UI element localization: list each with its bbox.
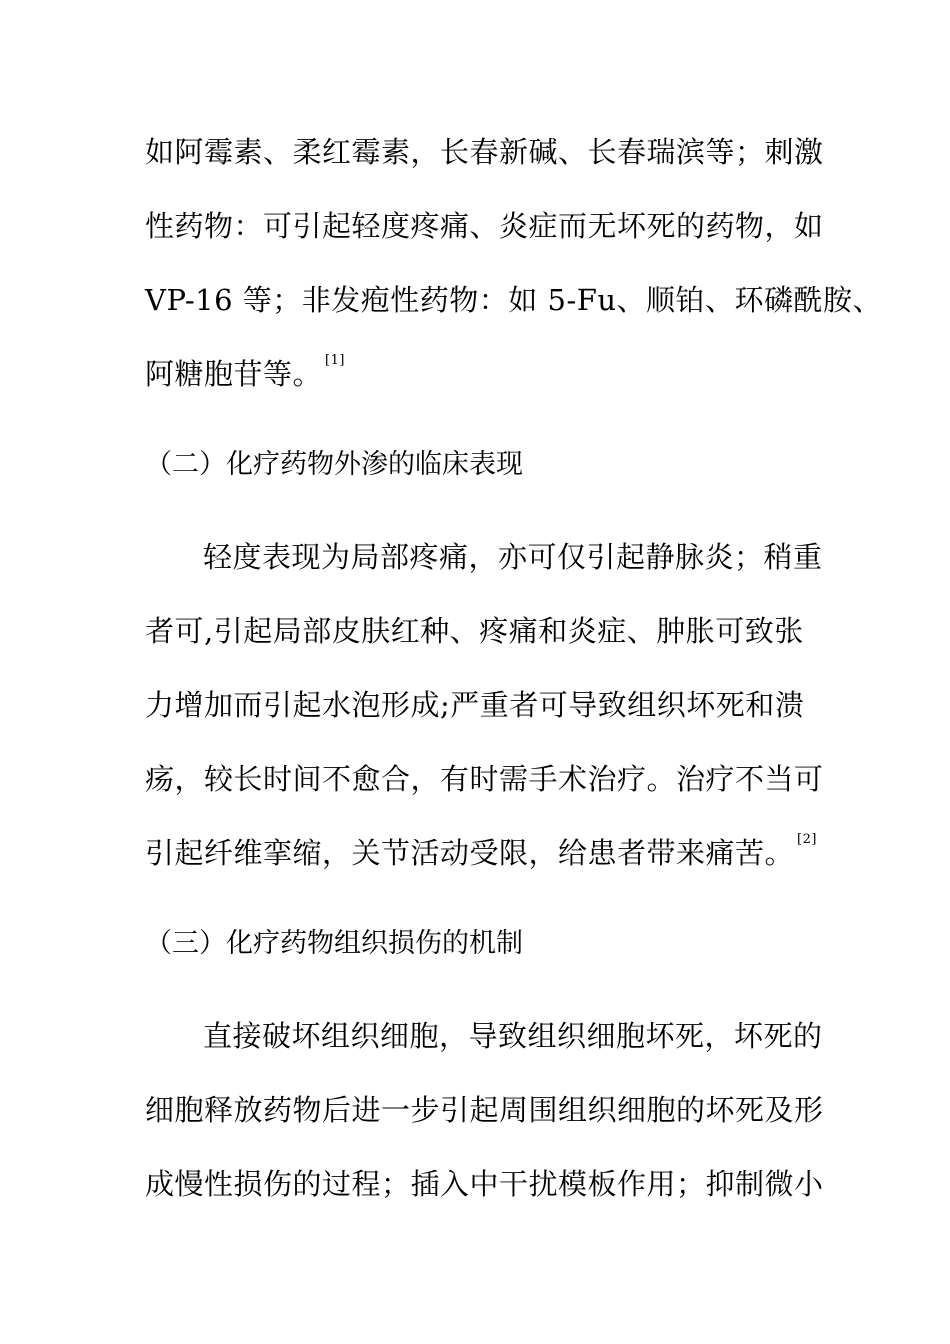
paragraph-1-line-2: 性药物：可引起轻度疼痛、炎症而无坏死的药物，如 xyxy=(145,209,824,243)
citation-ref-1: [1] xyxy=(325,353,345,368)
paragraph-2-line-3: 力增加而引起水泡形成;严重者可导致组织坏死和溃 xyxy=(145,688,805,722)
paragraph-1-line-1: 如阿霉素、柔红霉素，长春新碱、长春瑞滨等；刺激 xyxy=(145,135,824,169)
paragraph-1-line-4-text: 阿糖胞苷等。 xyxy=(145,357,323,391)
paragraph-3-line-3: 成慢性损伤的过程；插入中干扰模板作用；抑制微小 xyxy=(145,1167,824,1201)
paragraph-2-line-2: 者可,引起局部皮肤红种、疼痛和炎症、肿胀可致张 xyxy=(145,614,804,648)
paragraph-2-line-4: 疡，较长时间不愈合，有时需手术治疗。治疗不当可 xyxy=(145,762,824,796)
paragraph-3-line-2: 细胞释放药物后进一步引起周围组织细胞的坏死及形 xyxy=(145,1093,824,1127)
paragraph-1-line-4 xyxy=(145,353,845,391)
section-heading-3: （三）化疗药物组织损伤的机制 xyxy=(145,928,523,959)
citation-ref-2: [2] xyxy=(797,832,817,847)
paragraph-3-line-1: 直接破坏组织细胞，导致组织细胞坏死，坏死的 xyxy=(203,1019,823,1053)
paragraph-2-line-5 xyxy=(145,832,845,870)
paragraph-1-line-3: VP-16 等；非发疱性药物：如 5-Fu、顺铂、环磷酰胺、 xyxy=(145,283,883,317)
paragraph-2-line-5-text: 引起纤维挛缩，关节活动受限，给患者带来痛苦。 xyxy=(145,836,795,870)
section-heading-2: （二）化疗药物外渗的临床表现 xyxy=(145,449,523,480)
paragraph-2-line-1: 轻度表现为局部疼痛，亦可仅引起静脉炎；稍重 xyxy=(203,540,823,574)
